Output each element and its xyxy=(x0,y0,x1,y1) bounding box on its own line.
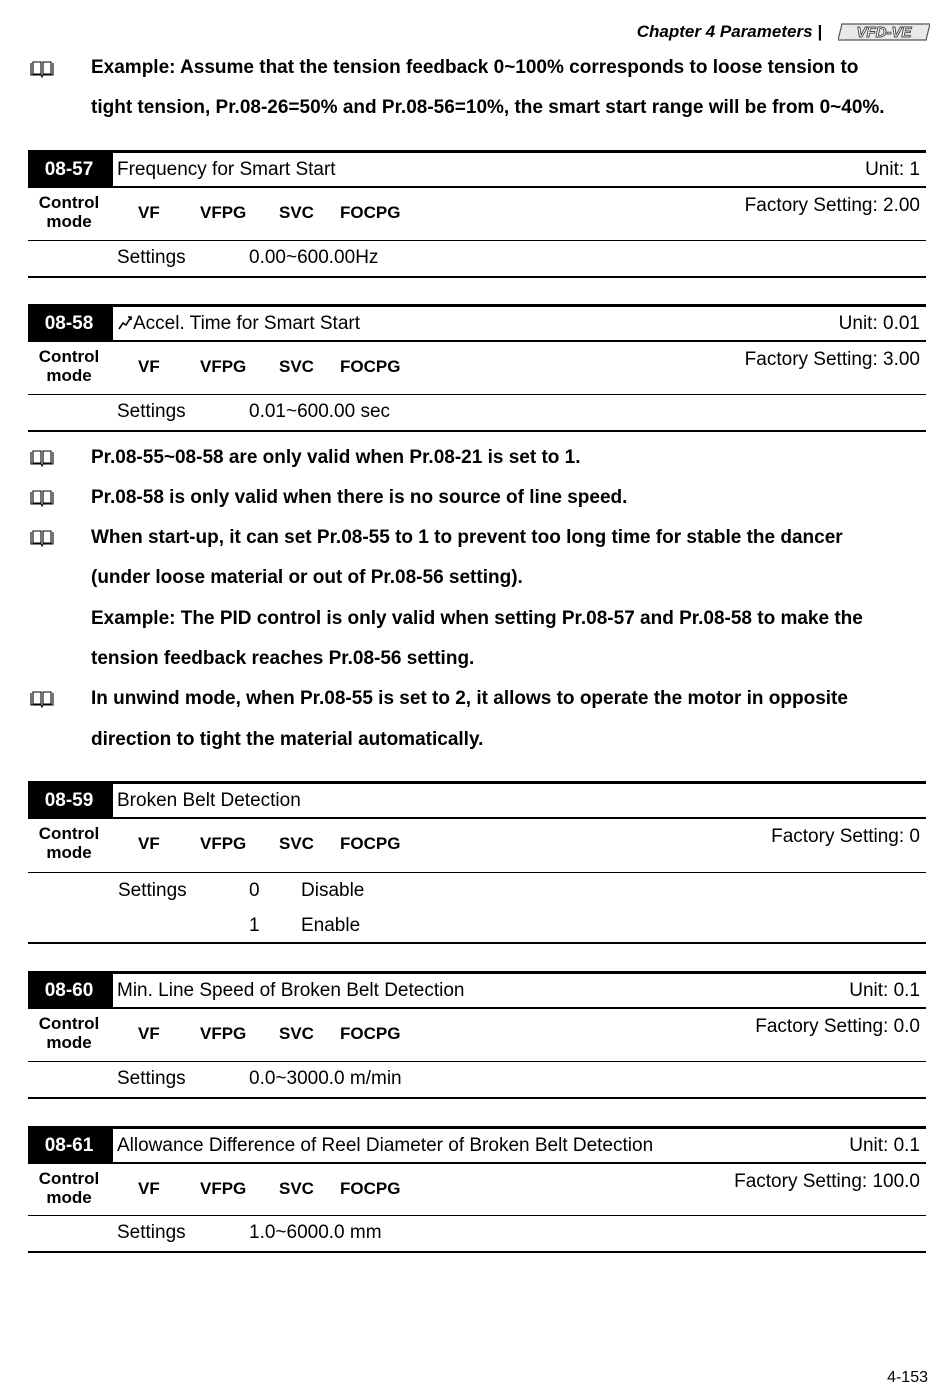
param-unit: Unit: 0.01 xyxy=(838,313,920,334)
mode-vfpg: VFPG xyxy=(200,203,247,222)
factory-setting: Factory Setting: 0.0 xyxy=(755,1016,920,1037)
settings-value: 1 xyxy=(249,915,260,936)
note-line: Example: Assume that the tension feedback 0~100% corresponds to loose tension to xyxy=(91,57,859,78)
note-line: tight tension, Pr.08-26=50% and Pr.08-56=10%, the smart start range will be from 0~40%. xyxy=(91,97,885,118)
control-mode-label: Control mode xyxy=(38,824,100,862)
param-unit: Unit: 1 xyxy=(865,159,920,180)
note-line: Pr.08-58 is only valid when there is no source of line speed. xyxy=(91,487,628,508)
note-line: (under loose material or out of Pr.08-56 setting). xyxy=(91,567,523,588)
mode-vf: VF xyxy=(138,834,160,853)
param-name-wrap xyxy=(117,307,360,340)
mode-vfpg: VFPG xyxy=(200,357,247,376)
param-unit: Unit: 0.1 xyxy=(849,980,920,1001)
mode-vfpg: VFPG xyxy=(200,1024,247,1043)
settings-label: Settings xyxy=(117,247,186,268)
factory-setting: Factory Setting: 100.0 xyxy=(734,1171,920,1192)
mode-focpg: FOCPG xyxy=(340,203,401,222)
svg-text:VFD-VE: VFD-VE xyxy=(856,24,912,41)
note-line: When start-up, it can set Pr.08-55 to 1 to prevent too long time for stable the dancer xyxy=(91,527,843,548)
settings-value: 0.00~600.00Hz xyxy=(249,247,379,268)
mode-focpg: FOCPG xyxy=(340,357,401,376)
run-change-icon xyxy=(117,315,133,331)
settings-value: 1.0~6000.0 mm xyxy=(249,1222,382,1243)
param-block-08-60 xyxy=(28,971,926,1099)
page-number: 4-153 xyxy=(887,1369,928,1386)
mode-vf: VF xyxy=(138,1179,160,1198)
settings-desc: Enable xyxy=(301,915,361,936)
control-mode-label: Control mode xyxy=(38,1169,100,1207)
param-block-08-61 xyxy=(28,1126,926,1254)
param-unit: Unit: 0.1 xyxy=(849,1135,920,1156)
mode-svc: SVC xyxy=(279,203,314,222)
settings-desc: Disable xyxy=(301,880,365,901)
settings-value: 0 xyxy=(249,880,260,901)
note-line: direction to tight the material automatically. xyxy=(91,729,484,750)
settings-label: Settings xyxy=(117,401,186,422)
param-code: 08-61 xyxy=(28,1129,110,1162)
control-mode-label: Control mode xyxy=(38,193,100,231)
param-name: Min. Line Speed of Broken Belt Detection xyxy=(117,980,465,1001)
book-icon xyxy=(29,489,55,507)
control-mode-label: Control mode xyxy=(38,347,100,385)
mode-focpg: FOCPG xyxy=(340,1179,401,1198)
factory-setting: Factory Setting: 2.00 xyxy=(744,195,920,216)
param-block-08-58 xyxy=(28,304,926,432)
mode-vf: VF xyxy=(138,1024,160,1043)
settings-value: 0.01~600.00 sec xyxy=(249,401,391,422)
param-name: Frequency for Smart Start xyxy=(117,159,336,180)
mode-svc: SVC xyxy=(279,834,314,853)
mode-vf: VF xyxy=(138,357,160,376)
settings-label: Settings xyxy=(117,1222,186,1243)
factory-setting: Factory Setting: 3.00 xyxy=(744,349,920,370)
settings-label: Settings xyxy=(117,1068,186,1089)
mode-svc: SVC xyxy=(279,357,314,376)
mode-focpg: FOCPG xyxy=(340,834,401,853)
note-line: Pr.08-55~08-58 are only valid when Pr.08-21 is set to 1. xyxy=(91,447,581,468)
book-icon xyxy=(29,690,55,708)
note-line: Example: The PID control is only valid when setting Pr.08-57 and Pr.08-58 to make the xyxy=(91,608,863,629)
settings-value: 0.0~3000.0 m/min xyxy=(249,1068,402,1089)
note-line: In unwind mode, when Pr.08-55 is set to 2, it allows to operate the motor in opposite xyxy=(91,688,848,709)
param-code: 08-58 xyxy=(28,307,110,340)
settings-label: Settings xyxy=(118,880,187,901)
book-icon xyxy=(29,449,55,467)
param-block-08-59 xyxy=(28,781,926,945)
vfd-ve-logo xyxy=(838,22,930,42)
mode-vf: VF xyxy=(138,203,160,222)
param-block-08-57 xyxy=(28,150,926,278)
mode-vfpg: VFPG xyxy=(200,834,247,853)
control-mode-label: Control mode xyxy=(38,1014,100,1052)
param-code: 08-59 xyxy=(28,784,110,817)
param-name: Allowance Difference of Reel Diameter of Broken Belt Detection xyxy=(117,1135,654,1156)
param-code: 08-60 xyxy=(28,974,110,1007)
chapter-title: Chapter 4 Parameters | xyxy=(636,22,822,41)
mode-vfpg: VFPG xyxy=(200,1179,247,1198)
param-code: 08-57 xyxy=(28,153,110,186)
param-name: Broken Belt Detection xyxy=(117,790,301,811)
mode-svc: SVC xyxy=(279,1179,314,1198)
factory-setting: Factory Setting: 0 xyxy=(771,826,920,847)
mode-svc: SVC xyxy=(279,1024,314,1043)
mode-focpg: FOCPG xyxy=(340,1024,401,1043)
param-name: Accel. Time for Smart Start xyxy=(133,313,360,334)
book-icon xyxy=(29,529,55,547)
note-line: tension feedback reaches Pr.08-56 setting. xyxy=(91,648,475,669)
book-icon xyxy=(29,60,55,78)
